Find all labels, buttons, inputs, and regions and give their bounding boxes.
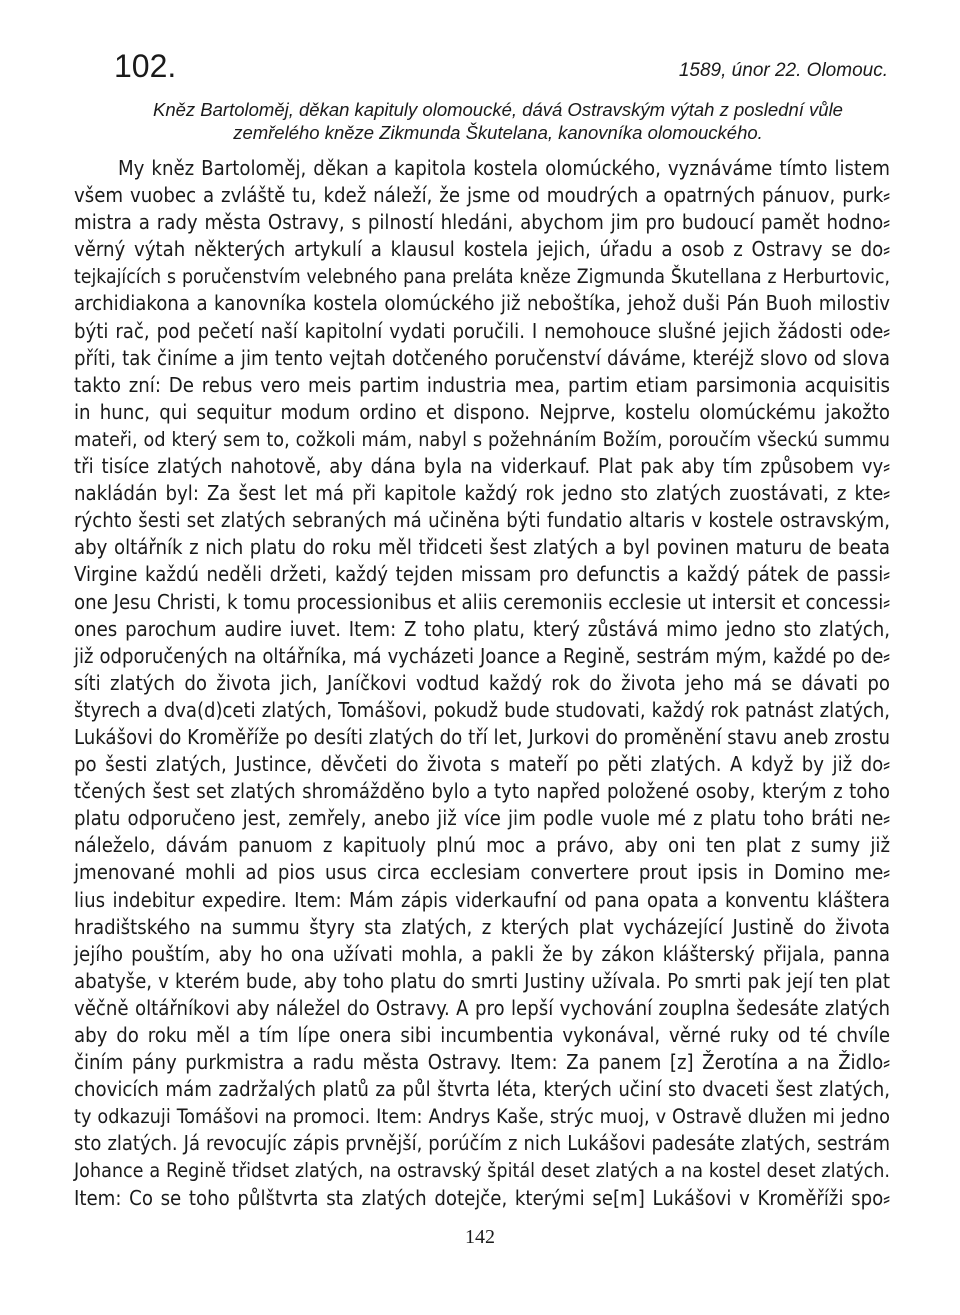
body-line: one Jesu Christi, k tomu processionibus et aliis ceremoniis ecclesie ut intersit et concessi⸗: [74, 589, 890, 614]
regest-line: Kněz Bartoloměj, děkan kapituly olomoucké, dává Ostravským výtah z poslední vůle: [153, 99, 843, 120]
page-number: 142: [465, 1226, 495, 1248]
body-line: My kněz Bartoloměj, děkan a kapitola kostela olomúckého, vyznáváme tímto listem: [118, 156, 890, 180]
body-line: takto zní: De rebus vero meis partim industria mea, partim etiam parsimonia acquisitis: [74, 372, 890, 397]
document-date-place: 1589, únor 22. Olomouc.: [678, 60, 888, 81]
regest-line: zemřelého kněze Zikmunda Škutelana, kanovníka olomouckého.: [233, 122, 763, 143]
body-line: mateři, od který sem to, cožkoli mám, nabyl s požehnáním Božím, poroučím všeckú summu: [74, 427, 890, 451]
body-line: věčně oltářníkovi aby náležel do Ostravy. A pro lepší vychování zouplna šedesáte zlatých: [74, 995, 890, 1020]
body-line: příti, tak činíme a jim tento vejtah dotčeného poručenství dáváme, kteréjž slovo od slova: [74, 345, 890, 370]
body-line: Item: Co se toho půlštvrta sta zlatých dotejče, kterými se[m] Lukášovi v Kroměříži spo⸗: [74, 1185, 890, 1210]
body-line: lius indebitur expedire. Item: Mám zápis viderkaufní od pana opata a konventu kláštera: [74, 887, 890, 912]
body-line: chovicích mám zadržalých platů za půl štvrta léta, kterých učiní sto dvaceti šest zlatých,: [74, 1077, 890, 1102]
body-line: tejkajících s poručenstvím velebného pana preláta kněze Zigmunda Škutellana z Herburtovic,: [74, 265, 890, 289]
body-line: ones parochum audire iuvet. Item: Z toho platu, který zůstává mimo jedno sto zlatých,: [74, 616, 890, 641]
body-line: hradištského na summu štyry sta zlatých, z kterých plat vycházející Justině do života: [74, 914, 890, 939]
body-line: býti rač, pod pečetí naší kapitolní vydati poručili. I nemohouce slušné jejich žádosti ode⸗: [74, 318, 890, 343]
body-line: po šesti zlatých, Justince, děvčeti do života s mateří po pěti zlatých. A když by již do⸗: [74, 752, 890, 777]
body-line: rýchto šesti set zlatých sebraných má učiněna býti fundatio altaris v kostele ostravským,: [74, 508, 890, 533]
body-line: všem vuobec a zvláště tu, kdež náleží, že jsme od moudrých a opatrných pánuov, purk⸗: [74, 183, 890, 208]
body-line: štyrech a dva(d)ceti zlatých, Tomášovi, pokudž bude studovati, každý rok patnást zlatých,: [74, 697, 890, 722]
body-line: tři tisíce zlatých nahotově, aby dána byla na viderkauf. Plat pak aby tím způsobem vy⸗: [74, 454, 890, 479]
body-line: tčených šest set zlatých shromážděno bylo a tyto napřed položené osoby, kterým z toho: [74, 779, 890, 804]
body-line: sto zlatých. Já revocujíc zápis prvnější, porúčím z nich Lukášovi padesáte zlatých, sestrám: [74, 1131, 890, 1156]
body-line: mistra a rady města Ostravy, s pilností hledáni, abychom jim pro budoucí pamět hodno⸗: [74, 210, 890, 235]
body-line: Virgine každú neděli držeti, každý tejden missam pro defunctis a každý pátek de passi⸗: [74, 562, 890, 587]
body-line: aby oltářník z nich platu do roku měl třidceti šest zlatých a byl povinen maturu de beata: [74, 535, 890, 560]
body-line: věrný výtah některých artykulí a klausul kostela jejich, úřadu a osob z Ostravy se do⸗: [74, 237, 890, 262]
body-line: činím pány purkmistra a radu města Ostravy. Item: Za panem [z] Žerotína a na Židlo⸗: [74, 1050, 890, 1075]
body-line: ty odkazuji Tomášovi na promoci. Item: Andrys Kaše, strýc muoj, v Ostravě dlužen mi jedno: [74, 1105, 890, 1129]
body-line: síti zlatých do života jich, Janíčkovi vodtud každý rok do života jeho má se dávati po: [74, 670, 890, 695]
body-line: již odporučených na oltářníka, má vycházeti Joance a Regině, sestrám mým, každé po de⸗: [74, 643, 890, 668]
document-body: [74, 155, 890, 1212]
regest-summary: [108, 98, 888, 144]
body-line: aby do roku měl a tím lípe onera sibi incumbentia vykonával, věrné ruky od té chvíle: [74, 1023, 890, 1047]
body-line: nakládán byl: Za šest let má při kapitole každý rok jedno sto zlatých zuostávati, z kte⸗: [74, 481, 890, 506]
body-line: jejího pouštím, aby ho ona užívati mohla, a pakli že by zákon klášterský přijala, panna: [74, 941, 890, 966]
body-line: abatyše, v kterém bude, aby toho platu do smrti Justiny užívala. Po smrti pak její ten plat: [74, 968, 890, 993]
body-line: Lukášovi do Kroměříže po desíti zlatých do tří let, Jurkovi do proměnění stavu aneb zrostu: [74, 724, 890, 749]
body-line: platu odporučeno jest, zemřely, anebo již více jim podle vuole mé z platu toho bráti ne⸗: [74, 806, 890, 831]
body-line: Johance a Regině třidset zlatých, na ostravský špitál deset zlatých a na kostel deset zlatých.: [74, 1159, 890, 1183]
body-line: náleželo, dávám panuom z kapituoly plnú moc a právo, aby oni ten plat z sumy již: [74, 833, 890, 858]
body-line: archidiakona a kanovníka kostela olomúckého již neboštíka, jehož duši Pán Buoh milostiv: [74, 291, 890, 316]
body-line: jmenované mohli ad pios usus circa ecclesiam convertere prout ipsis in Domino me⸗: [74, 860, 890, 885]
body-line: in hunc, qui sequitur modum ordino et dispono. Nejprve, kostelu olomúckému jakožto: [74, 399, 890, 424]
document-number: 102.: [114, 48, 177, 84]
